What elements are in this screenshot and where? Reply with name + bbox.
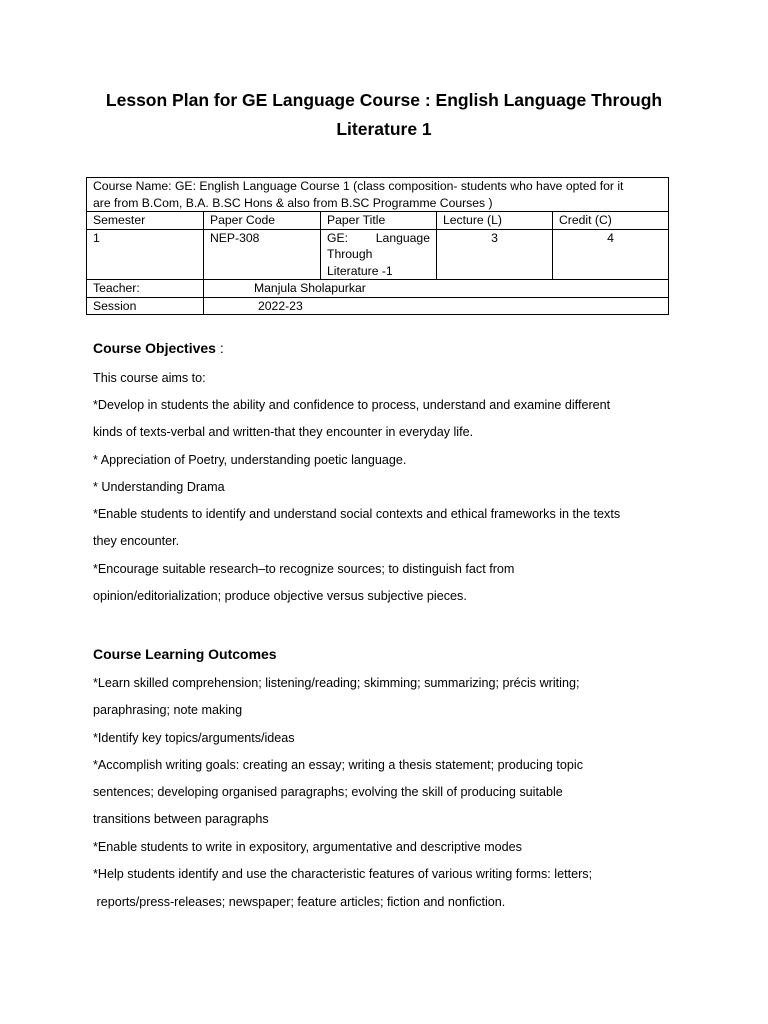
outcomes-line: reports/press-releases; newspaper; feature articles; fiction and nonfiction.	[93, 895, 506, 909]
outcomes-line: *Enable students to write in expository, argumentative and descriptive modes	[93, 840, 522, 854]
course-name-cell	[87, 178, 669, 212]
outcomes-line: *Identify key topics/arguments/ideas	[93, 731, 295, 745]
cell-paper-title	[321, 229, 437, 280]
objectives-line: kinds of texts-verbal and written-that they encounter in everyday life.	[93, 425, 474, 439]
course-name-line-1: Course Name: GE: English Language Course 1 (class composition- students who have opted for it	[93, 179, 624, 193]
outcomes-line: transitions between paragraphs	[93, 812, 269, 826]
objectives-line: * Understanding Drama	[93, 480, 225, 494]
header-lecture: Lecture (L)	[437, 212, 553, 230]
objectives-heading-text: Course Objectives	[93, 340, 216, 356]
objectives-line: * Appreciation of Poetry, understanding poetic language.	[93, 453, 407, 467]
outcomes-line: *Accomplish writing goals: creating an essay; writing a thesis statement; producing topic	[93, 758, 583, 772]
cell-lecture: 3	[437, 229, 553, 280]
objectives-line: *Develop in students the ability and confidence to process, understand and examine different	[93, 398, 611, 412]
table-row	[87, 229, 669, 280]
objectives-line: opinion/editorialization; produce objective versus subjective pieces.	[93, 589, 467, 603]
document-title	[60, 86, 708, 144]
teacher-label: Teacher:	[87, 280, 204, 298]
teacher-value: Manjula Sholapurkar	[204, 280, 669, 298]
objectives-line: they encounter.	[93, 534, 180, 548]
header-paper-title: Paper Title	[321, 212, 437, 230]
outcomes-line: sentences; developing organised paragraphs; evolving the skill of producing suitable	[93, 785, 563, 799]
objectives-line: *Enable students to identify and understand social contexts and ethical frameworks in the texts	[93, 507, 621, 521]
paper-title-part-2: Language	[375, 230, 430, 245]
objectives-line: *Encourage suitable research–to recognize sources; to distinguish fact from	[93, 562, 515, 576]
paper-title-line-3: Literature -1	[327, 263, 393, 278]
course-name-row	[87, 178, 669, 212]
header-semester: Semester	[87, 212, 204, 230]
objectives-line: This course aims to:	[93, 371, 206, 385]
cell-paper-code: NEP-308	[204, 229, 321, 280]
outcomes-line: *Learn skilled comprehension; listening/reading; skimming; summarizing; précis writing;	[93, 676, 580, 690]
paper-title-line-2: Through	[327, 247, 373, 261]
session-value: 2022-23	[204, 297, 669, 315]
outcomes-line: *Help students identify and use the characteristic features of various writing forms: letters;	[93, 867, 593, 881]
session-label: Session	[87, 297, 204, 315]
title-line-1: Lesson Plan for GE Language Course : English Language Through	[105, 90, 663, 110]
table-header-row	[87, 212, 669, 230]
course-info-table	[86, 177, 669, 315]
header-paper-code: Paper Code	[204, 212, 321, 230]
session-row	[87, 297, 669, 315]
header-credit: Credit (C)	[553, 212, 669, 230]
paper-title-part-1: GE:	[327, 230, 348, 245]
outcomes-heading: Course Learning Outcomes	[93, 646, 277, 662]
cell-credit: 4	[553, 229, 669, 280]
outcomes-line: paraphrasing; note making	[93, 703, 243, 717]
teacher-row	[87, 280, 669, 298]
objectives-heading-colon: :	[215, 340, 224, 356]
cell-semester: 1	[87, 229, 204, 280]
objectives-heading	[93, 340, 224, 356]
course-name-line-2: are from B.Com, B.A. B.SC Hons & also from B.SC Programme Courses )	[93, 195, 493, 210]
title-line-2: Literature 1	[336, 119, 432, 139]
